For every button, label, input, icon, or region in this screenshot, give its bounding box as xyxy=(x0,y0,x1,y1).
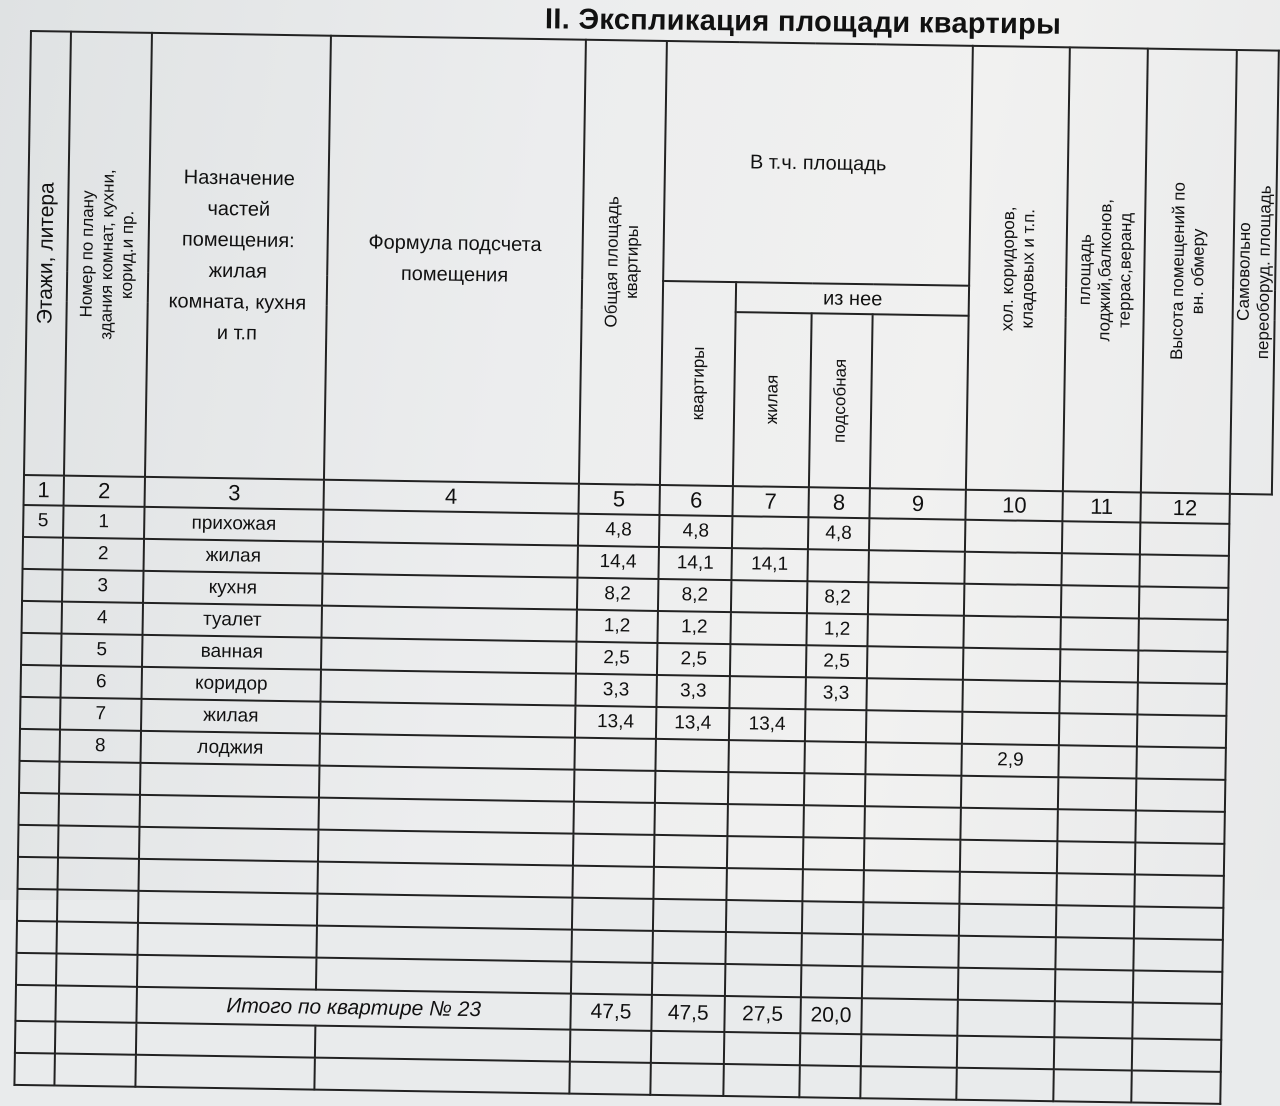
empty-cell xyxy=(1136,778,1226,811)
empty-cell xyxy=(961,808,1058,842)
cell-total xyxy=(574,738,656,771)
cell-living xyxy=(730,644,806,677)
empty-cell xyxy=(860,1066,957,1100)
cell-floor xyxy=(22,569,62,602)
empty-cell xyxy=(56,922,138,955)
empty-cell xyxy=(58,794,140,827)
header-floor: Этажи, литера xyxy=(24,31,71,476)
empty-cell xyxy=(318,830,573,866)
empty-cell xyxy=(652,963,726,996)
header-group-area: В т.ч. площадь xyxy=(663,41,973,286)
cell-height xyxy=(1059,745,1137,778)
cell-name: ванная xyxy=(142,635,321,670)
col-number: 3 xyxy=(145,477,324,510)
header-total-area: Общая площадь квартиры xyxy=(579,40,667,485)
cell-name: лоджия xyxy=(141,731,320,766)
empty-cell xyxy=(317,862,572,898)
empty-cell xyxy=(724,1032,800,1065)
cell-apt: 14,1 xyxy=(658,547,732,580)
header-apartment: квартиры xyxy=(660,281,737,486)
empty-cell xyxy=(865,806,962,840)
empty-cell xyxy=(138,923,317,958)
empty-cell xyxy=(15,1021,55,1054)
cell-apt: 4,8 xyxy=(659,515,733,548)
cell-loggia xyxy=(964,584,1061,618)
empty-cell xyxy=(862,966,959,1000)
empty-cell xyxy=(1054,1037,1132,1070)
empty-cell xyxy=(319,766,574,802)
empty-cell xyxy=(799,1033,861,1066)
cell-unauth xyxy=(1140,522,1230,555)
cell-aux xyxy=(804,741,866,774)
cell-loggia xyxy=(965,552,1062,586)
empty-cell xyxy=(54,1054,136,1087)
empty-cell xyxy=(17,889,57,922)
empty-cell xyxy=(571,962,653,995)
empty-cell xyxy=(140,795,319,830)
cell-floor xyxy=(20,729,60,762)
cell-unauth xyxy=(1139,586,1229,619)
cell-hall xyxy=(868,582,965,616)
empty-cell xyxy=(801,933,863,966)
cell-formula xyxy=(322,542,577,578)
cell-living xyxy=(730,676,806,709)
empty-cell xyxy=(1053,1069,1131,1102)
empty-cell xyxy=(959,904,1056,938)
header-unauthorized: Самовольно переоборуд. площадь xyxy=(1230,50,1279,495)
cell-floor xyxy=(21,665,61,698)
cell-loggia xyxy=(964,616,1061,650)
total-num xyxy=(55,986,137,1023)
empty-cell xyxy=(1057,841,1135,874)
empty-cell xyxy=(1057,873,1135,906)
total-unauth xyxy=(1132,1002,1222,1039)
empty-cell xyxy=(57,890,139,923)
cell-loggia: 2,9 xyxy=(962,744,1059,778)
cell-loggia xyxy=(965,520,1062,554)
empty-cell xyxy=(137,955,316,990)
cell-aux xyxy=(807,549,869,582)
empty-cell xyxy=(1133,970,1223,1003)
cell-apt xyxy=(655,739,729,772)
empty-cell xyxy=(17,921,57,954)
total-floor xyxy=(15,985,55,1022)
empty-cell xyxy=(572,898,654,931)
empty-cell xyxy=(573,802,655,835)
cell-num: 2 xyxy=(62,538,144,571)
cell-unauth xyxy=(1138,618,1228,651)
cell-apt: 1,2 xyxy=(657,611,731,644)
empty-cell xyxy=(318,798,573,834)
empty-cell xyxy=(726,932,802,965)
header-auxiliary: подсобная xyxy=(808,313,872,488)
cell-num: 8 xyxy=(59,730,141,763)
empty-cell xyxy=(727,868,803,901)
empty-cell xyxy=(59,762,141,795)
empty-cell xyxy=(1055,969,1133,1002)
empty-cell xyxy=(863,902,960,936)
cell-floor xyxy=(23,537,63,570)
empty-cell xyxy=(572,866,654,899)
empty-cell xyxy=(139,859,318,894)
cell-total: 3,3 xyxy=(575,674,657,707)
empty-cell xyxy=(654,803,728,836)
empty-cell xyxy=(138,891,317,926)
cell-num: 4 xyxy=(61,602,143,635)
col-number: 7 xyxy=(733,486,809,517)
cell-hall xyxy=(866,742,963,776)
cell-apt: 3,3 xyxy=(656,675,730,708)
total-label: Итого по квартире № 23 xyxy=(137,987,571,1030)
header-subgroup: из нее xyxy=(736,282,970,316)
empty-cell xyxy=(725,964,801,997)
total-apt: 47,5 xyxy=(651,995,725,1032)
empty-cell xyxy=(1134,906,1224,939)
cell-total: 13,4 xyxy=(575,706,657,739)
cell-hall xyxy=(869,550,966,584)
empty-cell xyxy=(861,1034,958,1068)
empty-cell xyxy=(18,857,58,890)
empty-cell xyxy=(655,771,729,804)
empty-cell xyxy=(653,899,727,932)
empty-cell xyxy=(58,826,140,859)
col-number: 9 xyxy=(870,488,967,520)
empty-cell xyxy=(1134,874,1224,907)
cell-loggia xyxy=(963,680,1060,714)
empty-cell xyxy=(799,1065,861,1098)
empty-cell xyxy=(1131,1070,1221,1103)
empty-cell xyxy=(1133,938,1223,971)
cell-name: жилая xyxy=(141,699,320,734)
empty-cell xyxy=(1132,1038,1222,1071)
cell-living xyxy=(731,612,807,645)
cell-unauth xyxy=(1137,714,1227,747)
cell-living xyxy=(731,580,807,613)
document-title: II. Экспликация площади квартиры xyxy=(544,3,1062,41)
cell-unauth xyxy=(1138,650,1228,683)
empty-cell xyxy=(959,936,1056,970)
empty-cell xyxy=(1056,937,1134,970)
cell-hall xyxy=(869,518,966,552)
empty-cell xyxy=(652,931,726,964)
col-number: 2 xyxy=(63,476,145,507)
empty-cell xyxy=(728,772,804,805)
cell-height xyxy=(1060,681,1138,714)
cell-hall xyxy=(868,614,965,648)
empty-cell xyxy=(726,900,802,933)
empty-cell xyxy=(136,1023,315,1058)
cell-floor: 5 xyxy=(23,505,63,538)
empty-cell xyxy=(800,965,862,998)
cell-num: 7 xyxy=(60,698,142,731)
cell-total: 14,4 xyxy=(577,546,659,579)
total-height xyxy=(1054,1001,1132,1038)
empty-cell xyxy=(57,858,139,891)
col-number: 8 xyxy=(808,487,870,518)
total-living: 27,5 xyxy=(725,996,801,1033)
empty-cell xyxy=(958,968,1055,1002)
header-living: жилая xyxy=(733,312,811,487)
empty-cell xyxy=(55,1022,137,1055)
cell-name: коридор xyxy=(142,667,321,702)
cell-aux: 4,8 xyxy=(808,517,870,550)
empty-cell xyxy=(18,825,58,858)
empty-cell xyxy=(316,926,571,962)
empty-cell xyxy=(56,954,138,987)
empty-cell xyxy=(1058,809,1136,842)
empty-cell xyxy=(724,1064,800,1097)
cell-apt: 8,2 xyxy=(658,579,732,612)
cell-living: 14,1 xyxy=(732,548,808,581)
cell-height xyxy=(1059,713,1137,746)
cell-num: 1 xyxy=(63,506,145,539)
col-number: 4 xyxy=(323,480,578,514)
empty-cell xyxy=(961,776,1058,810)
cell-hall xyxy=(867,678,964,712)
cell-unauth xyxy=(1137,682,1227,715)
cell-apt: 13,4 xyxy=(656,707,730,740)
empty-cell xyxy=(960,840,1057,874)
cell-aux: 2,5 xyxy=(805,645,867,678)
cell-floor xyxy=(21,633,61,666)
header-row xyxy=(27,31,1279,291)
cell-aux: 3,3 xyxy=(805,677,867,710)
explication-table-wrap xyxy=(13,30,1279,1106)
cell-total: 8,2 xyxy=(577,578,659,611)
empty-cell xyxy=(1135,842,1225,875)
empty-cell xyxy=(650,1063,724,1096)
empty-cell xyxy=(569,1062,651,1095)
cell-floor xyxy=(20,697,60,730)
col-number: 5 xyxy=(578,484,660,515)
total-hall xyxy=(861,998,958,1036)
cell-name: жилая xyxy=(144,539,323,574)
cell-formula xyxy=(320,702,575,738)
empty-cell xyxy=(14,1053,54,1086)
cell-formula xyxy=(320,670,575,706)
cell-apt: 2,5 xyxy=(657,643,731,676)
empty-cell xyxy=(1135,810,1225,843)
cell-loggia xyxy=(963,648,1060,682)
empty-cell xyxy=(801,901,863,934)
empty-cell xyxy=(653,867,727,900)
cell-unauth xyxy=(1136,746,1226,779)
header-formula: Формула подсчета помещения xyxy=(324,36,586,484)
cell-formula xyxy=(323,510,578,546)
cell-height xyxy=(1060,649,1138,682)
empty-cell xyxy=(570,1030,652,1063)
cell-hall xyxy=(867,646,964,680)
cell-formula xyxy=(321,606,576,642)
cell-living: 13,4 xyxy=(729,708,805,741)
header-auxiliary-2 xyxy=(870,314,969,489)
cell-aux: 1,2 xyxy=(806,613,868,646)
empty-cell xyxy=(1056,905,1134,938)
cell-aux xyxy=(804,709,866,742)
empty-cell xyxy=(864,838,961,872)
col-number: 10 xyxy=(966,490,1063,522)
header-loggia: площадь лоджий,балконов, террас,веранд xyxy=(1063,47,1148,492)
cell-num: 5 xyxy=(61,634,143,667)
cell-formula xyxy=(319,734,574,770)
cell-total: 4,8 xyxy=(578,514,660,547)
col-number: 12 xyxy=(1140,493,1230,524)
explication-table xyxy=(13,30,1279,1106)
empty-cell xyxy=(864,870,961,904)
cell-height xyxy=(1062,553,1140,586)
empty-cell xyxy=(315,1026,570,1062)
cell-hall xyxy=(866,710,963,744)
header-height: Высота помещений по вн. обмеру xyxy=(1141,49,1237,494)
empty-cell xyxy=(574,770,656,803)
empty-cell xyxy=(19,761,59,794)
empty-cell xyxy=(802,837,864,870)
empty-cell xyxy=(19,793,59,826)
total-aux: 20,0 xyxy=(800,997,862,1034)
empty-cell xyxy=(571,930,653,963)
cell-name: прихожая xyxy=(144,507,323,542)
table-body xyxy=(14,475,1271,1105)
total-total: 47,5 xyxy=(570,994,652,1031)
empty-cell xyxy=(316,958,571,994)
col-number: 11 xyxy=(1063,491,1141,522)
cell-living xyxy=(729,740,805,773)
cell-height xyxy=(1061,617,1139,650)
empty-cell xyxy=(728,804,804,837)
cell-floor xyxy=(22,601,62,634)
cell-formula xyxy=(322,574,577,610)
empty-cell xyxy=(803,773,865,806)
header-purpose: Назначение частей помещения: жилая комната, кухня и т.п xyxy=(145,33,331,480)
empty-cell xyxy=(1058,777,1136,810)
empty-cell xyxy=(802,869,864,902)
cell-total: 2,5 xyxy=(576,642,658,675)
empty-cell xyxy=(957,1036,1054,1070)
empty-cell xyxy=(314,1058,569,1094)
col-number: 6 xyxy=(659,485,733,516)
empty-cell xyxy=(863,934,960,968)
cell-unauth xyxy=(1139,554,1229,587)
empty-cell xyxy=(957,1068,1054,1102)
cell-living xyxy=(732,516,808,549)
empty-cell xyxy=(317,894,572,930)
empty-cell xyxy=(16,953,56,986)
cell-total: 1,2 xyxy=(576,610,658,643)
cell-loggia xyxy=(962,712,1059,746)
cell-num: 3 xyxy=(62,570,144,603)
cell-height xyxy=(1061,585,1139,618)
cell-name: туалет xyxy=(143,603,322,638)
empty-cell xyxy=(139,827,318,862)
empty-cell xyxy=(960,872,1057,906)
cell-num: 6 xyxy=(60,666,142,699)
header-halls: хол. коридоров, кладовых и т.п. xyxy=(966,46,1070,491)
empty-cell xyxy=(865,774,962,808)
empty-cell xyxy=(573,834,655,867)
cell-name: кухня xyxy=(143,571,322,606)
header-plan-number: Номер по плану здания комнат, кухни, корид.и пр. xyxy=(64,32,153,477)
empty-cell xyxy=(654,835,728,868)
empty-cell xyxy=(136,1055,315,1090)
total-loggia xyxy=(958,1000,1055,1038)
empty-cell xyxy=(140,763,319,798)
empty-cell xyxy=(803,805,865,838)
empty-cell xyxy=(651,1031,725,1064)
cell-aux: 8,2 xyxy=(806,581,868,614)
empty-cell xyxy=(727,836,803,869)
col-number: 1 xyxy=(24,475,64,506)
cell-formula xyxy=(321,638,576,674)
cell-height xyxy=(1062,521,1140,554)
